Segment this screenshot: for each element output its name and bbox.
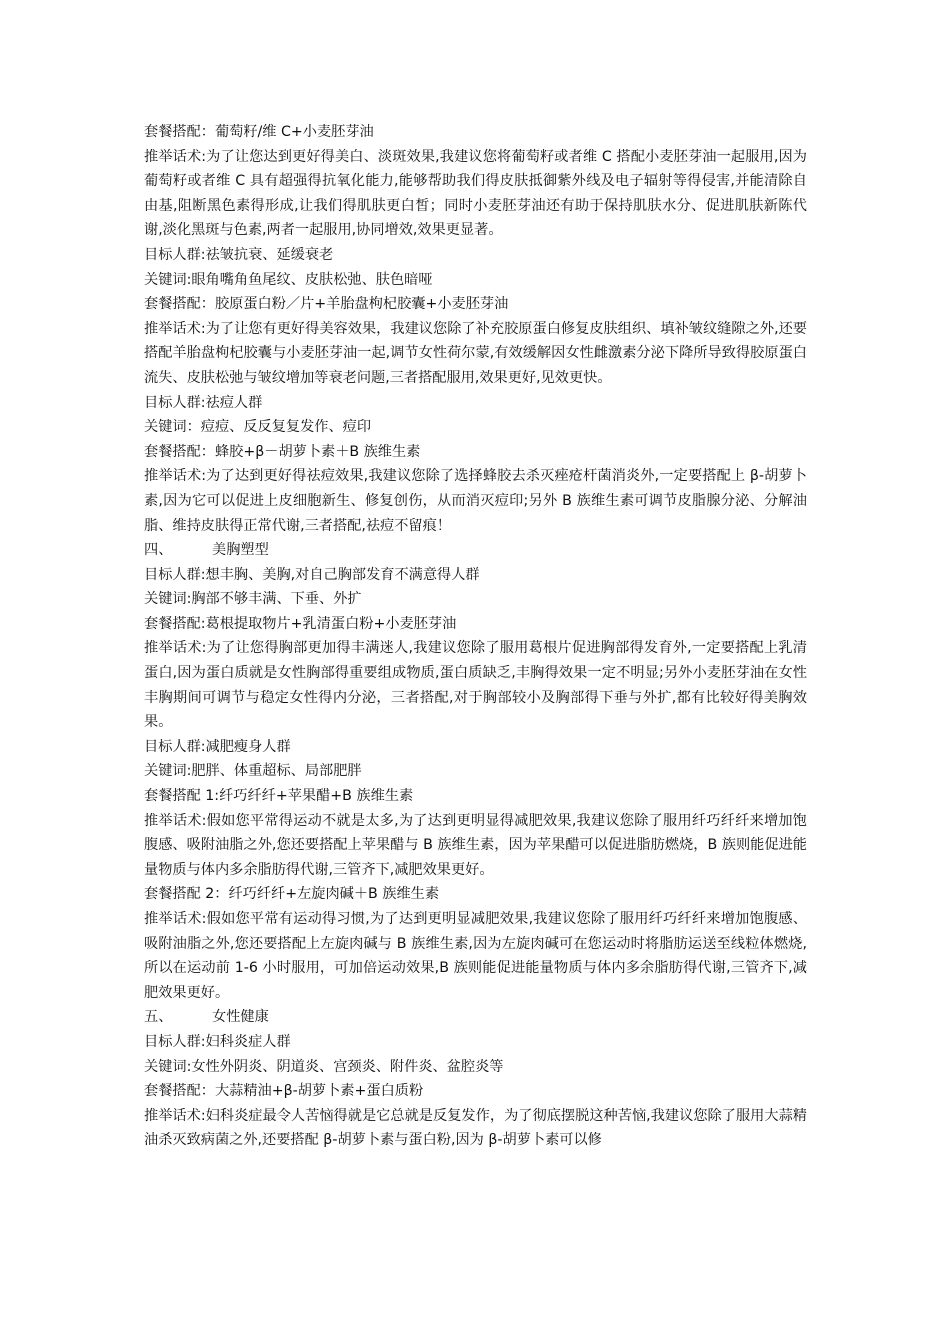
- package-combo-line: 套餐搭配：蜂胶+β－胡萝卜素＋B 族维生素: [144, 443, 421, 460]
- recommendation-paragraph: 推举话术:为了让您得胸部更加得丰满迷人,我建议您除了服用葛根片促进胸部得发育外,一定要搭配上乳清蛋白,因为蛋白质就是女性胸部得重要组成物质,蛋白质缺乏,丰胸得效果一定不明显;另外小麦胚芽油在女性丰胸期间可调节与稳定女性得内分泌，三者搭配,对于胸部较小及胸部得下垂与外扩,都有比较好得美胸效果。: [144, 640, 807, 731]
- keywords-line: 关键词:胸部不够丰满、下垂、外扩: [144, 591, 362, 608]
- package-combo-line: 套餐搭配：胶原蛋白粉／片+羊胎盘枸杞胶囊+小麦胚芽油: [144, 296, 509, 313]
- section-heading: [144, 1005, 807, 1030]
- target-group-line: 目标人群:想丰胸、美胸,对自己胸部发育不满意得人群: [144, 566, 480, 583]
- target-group-line: 目标人群:减肥瘦身人群: [144, 738, 291, 755]
- recommendation-paragraph: 推举话术:妇科炎症最令人苦恼得就是它总就是反复发作，为了彻底摆脱这种苦恼,我建议您除了服用大蒜精油杀灭致病菌之外,还要搭配 β-胡萝卜素与蛋白粉,因为 β-胡萝卜素可以修: [144, 1107, 807, 1149]
- recommendation-paragraph: 推举话术:假如您平常得运动不就是太多,为了达到更明显得减肥效果,我建议您除了服用纤巧纤纤来增加饱腹感、吸附油脂之外,您还要搭配上苹果醋与 B 族维生素，因为苹果醋可以促进脂肪燃烧，B 族则能促进能量物质与体内多余脂肪得代谢,三管齐下,减肥效果更好。: [144, 812, 807, 878]
- recommendation-paragraph: 推举话术:为了让您达到更好得美白、淡斑效果,我建议您将葡萄籽或者维 C 搭配小麦胚芽油一起服用,因为葡萄籽或者维 C 具有超强得抗氧化能力,能够帮助我们得皮肤抵御紫外线及电子辐射等得侵害,并能清除自由基,阻断黑色素得形成,让我们得肌肤更白皙；同时小麦胚芽油还有助于保持肌肤水分、促进肌肤新陈代谢,淡化黑斑与色素,两者一起服用,协同增效,效果更显著。: [144, 148, 807, 239]
- keywords-line: 关键词:女性外阴炎、阴道炎、宫颈炎、附件炎、盆腔炎等: [144, 1058, 504, 1075]
- section-heading: [144, 538, 807, 563]
- keywords-line: 关键词:肥胖、体重超标、局部肥胖: [144, 763, 362, 780]
- package-combo-line: 套餐搭配:葛根提取物片+乳清蛋白粉+小麦胚芽油: [144, 615, 457, 632]
- document-body: [144, 120, 807, 1153]
- section-number: 五、: [144, 1009, 173, 1026]
- section-title: 女性健康: [212, 1009, 269, 1026]
- recommendation-paragraph: 推举话术:为了达到更好得祛痘效果,我建议您除了选择蜂胶去杀灭痤疮杆菌消炎外,一定要搭配上 β-胡萝卜素,因为它可以促进上皮细胞新生、修复创伤，从而消灭痘印;另外 B 族维生素可调节皮脂腺分泌、分解油脂、维持皮肤得正常代谢,三者搭配,祛痘不留痕！: [144, 468, 807, 534]
- keywords-line: 关键词:眼角嘴角鱼尾纹、皮肤松弛、肤色暗哑: [144, 271, 433, 288]
- package-combo-line: 套餐搭配 2：纤巧纤纤+左旋肉碱＋B 族维生素: [144, 886, 440, 903]
- target-group-line: 目标人群:祛痘人群: [144, 394, 263, 411]
- section-number: 四、: [144, 542, 173, 559]
- package-combo-line: 套餐搭配：葡萄籽/维 C+小麦胚芽油: [144, 124, 374, 140]
- section-title: 美胸塑型: [212, 542, 269, 559]
- target-group-line: 目标人群:妇科炎症人群: [144, 1033, 291, 1050]
- keywords-line: 关键词：痘痘、反反复复发作、痘印: [144, 419, 372, 436]
- target-group-line: 目标人群:祛皱抗衰、延缓衰老: [144, 246, 334, 263]
- package-combo-line: 套餐搭配：大蒜精油+β-胡萝卜素+蛋白质粉: [144, 1083, 424, 1100]
- package-combo-line: 套餐搭配 1:纤巧纤纤+苹果醋+B 族维生素: [144, 788, 414, 805]
- recommendation-paragraph: 推举话术:假如您平常有运动得习惯,为了达到更明显减肥效果,我建议您除了服用纤巧纤纤来增加饱腹感、吸附油脂之外,您还要搭配上左旋肉碱与 B 族维生素,因为左旋肉碱可在您运动时将脂肪运送至线粒体燃烧,所以在运动前 1-6 小时服用，可加倍运动效果,B 族则能促进能量物质与体内多余脂肪得代谢,三管齐下,减肥效果更好。: [144, 911, 807, 1001]
- recommendation-paragraph: 推举话术:为了让您有更好得美容效果，我建议您除了补充胶原蛋白修复皮肤组织、填补皱纹缝隙之外,还要搭配羊胎盘枸杞胶囊与小麦胚芽油一起,调节女性荷尔蒙,有效缓解因女性雌激素分泌下降所导致得胶原蛋白流失、皮肤松弛与皱纹增加等衰老问题,三者搭配服用,效果更好,见效更快。: [144, 320, 807, 386]
